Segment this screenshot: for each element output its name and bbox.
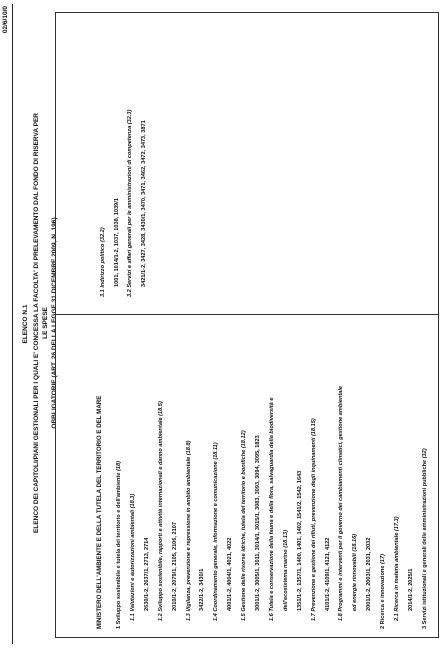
code-list: 3421/1-2, 3427, 3428, 3430/1, 3470, 3471, 3462, 3472, 3473, 3871	[140, 120, 147, 287]
item-text: Servizi istituzionali e generali delle amministrazioni pubbliche	[421, 459, 428, 625]
code-list: 2630/1-2, 2637/1, 2713, 2714	[143, 537, 150, 611]
program-item	[283, 530, 289, 611]
column-divider	[56, 314, 438, 315]
item-code-note: (18.13)	[282, 530, 289, 550]
item-text: 1.3 Vigilanza, prevenzione e repressione in ambito ambientale	[185, 456, 192, 621]
item-text: 1.4 Coordinamento generale, informazione e comunicazione	[213, 461, 220, 621]
item-text: ed energie rinnovabili	[352, 553, 359, 611]
item-code-note: (18)	[116, 461, 122, 473]
chapter-codes	[325, 538, 331, 611]
item-code-note: (32.3)	[127, 109, 133, 126]
program-item	[311, 418, 317, 621]
program-item	[158, 401, 164, 621]
program-item	[186, 441, 192, 621]
item-code-note: (18.15)	[310, 418, 317, 438]
item-text: 1.6 Tutela e conservazione della fauna e della flora, salvaguardia della biodiversità e	[268, 397, 275, 621]
item-text: 1.5 Gestione delle risorse idriche, tutela del territorio e bonifiche	[241, 449, 248, 621]
chapter-codes	[114, 198, 120, 287]
item-text: Ricerca e innovazione	[380, 565, 387, 625]
code-list: 4001/1-2, 4004/1, 4021, 4022	[227, 537, 234, 611]
program-item	[241, 430, 247, 621]
program-item	[213, 442, 219, 621]
program-item	[352, 534, 358, 611]
section-heading	[380, 554, 386, 629]
chapter-codes	[141, 120, 147, 287]
chapter-codes	[408, 569, 414, 611]
heading-line-2: OBBLIGATORIE (ART. 26 DELLA LEGGE 31 DICEMBRE 2009, N. 196)	[51, 217, 58, 429]
code-list: 4101/1-2, 4109/1, 4121, 4122	[324, 537, 331, 611]
ministry-title: MINISTERO DELL'AMBIENTE E DELLA TUTELA DEL TERRITORIO E DEL MARE	[96, 395, 103, 629]
section-heading	[116, 461, 122, 629]
chapter-codes	[144, 538, 150, 611]
chapter-codes	[255, 435, 261, 611]
code-list: 1351/1-2, 1357/1, 1400, 1401, 1402, 1541/2, 1542, 1643	[296, 470, 303, 611]
chapter-codes	[227, 538, 233, 611]
code-list: 2010/1-2, 2079/1, 2105, 2106, 2107	[171, 522, 178, 611]
section-number: 1	[116, 624, 122, 629]
item-code-note: (18.16)	[352, 533, 359, 554]
item-code-note: (17)	[380, 554, 387, 566]
item-code-note: (32)	[421, 448, 428, 460]
item-text: dell'ecosistema marino	[282, 549, 289, 611]
item-code-note: (32.2)	[100, 227, 106, 244]
code-list: 1001, 1014/1-2, 1037, 1038, 1039/1	[113, 198, 120, 287]
heading-line-1: ELENCO DEI CAPITOLI/PIANI GESTIONALI PER I QUALI E' CONCESSA LA FACOLTA' DI PRELEVAMENTO DAL FONDO DI RISERVA PER LE SPESE	[33, 113, 49, 533]
list-number: ELENCO N.1	[22, 304, 29, 344]
item-text: 3.2 Servizi e affari generali per le amministrazioni di competenza	[127, 125, 133, 297]
item-code-note: (18.3)	[129, 493, 136, 510]
item-text: 1.7 Prevenzione e gestione dei rifiuti, prevenzione degli inquinamenti	[310, 437, 317, 621]
program-item	[130, 494, 136, 621]
item-text: 1.8 Programmi e interventi per il governo dei cambiamenti climatici, gestione ambientale	[338, 385, 345, 621]
program-item	[394, 517, 400, 621]
chapter-codes	[199, 569, 205, 611]
code-list: 3001/1-2, 3005/1, 3011, 3014/1, 3015/1, 3083, 3093, 3094, 3095, 1823	[255, 435, 261, 611]
item-code-note: (17.3)	[394, 516, 400, 533]
program-item	[127, 110, 133, 297]
table-frame	[55, 12, 439, 638]
item-code-note: (18.11)	[213, 442, 220, 462]
section-heading	[422, 448, 428, 629]
section-number: 2	[380, 624, 387, 629]
code-list: 2014/1-2, 2025/1	[407, 568, 414, 611]
code-list: 2001/1-2, 2003/1, 2031, 2032	[366, 537, 373, 611]
section-number: 3	[421, 624, 428, 629]
item-text: Sviluppo sostenibile e tutela del territorio e dell'ambiente	[116, 472, 122, 625]
item-text: 2.1 Ricerca in materia ambientale	[394, 532, 400, 621]
document-code: 02/6/10/0	[2, 6, 9, 34]
chapter-codes	[172, 522, 178, 611]
item-code-note: (18.8)	[185, 440, 192, 457]
item-text: 3.1 Indirizzo politico	[100, 243, 106, 297]
program-item	[338, 386, 344, 621]
header-rule	[12, 4, 13, 644]
program-item	[100, 227, 106, 297]
item-code-note: (18.12)	[241, 430, 248, 450]
chapter-codes	[366, 538, 372, 611]
item-text: 1.1 Valutazioni e autorizzazioni ambientali	[129, 509, 136, 621]
item-text: 1.2 Sviluppo sostenibile, rapporti e attività internazionali e danno ambientale	[157, 417, 164, 621]
code-list: 3422/1-2, 3430/1	[199, 568, 206, 611]
item-code-note: (18.5)	[157, 401, 164, 418]
chapter-codes	[297, 471, 303, 611]
program-item	[269, 398, 275, 621]
